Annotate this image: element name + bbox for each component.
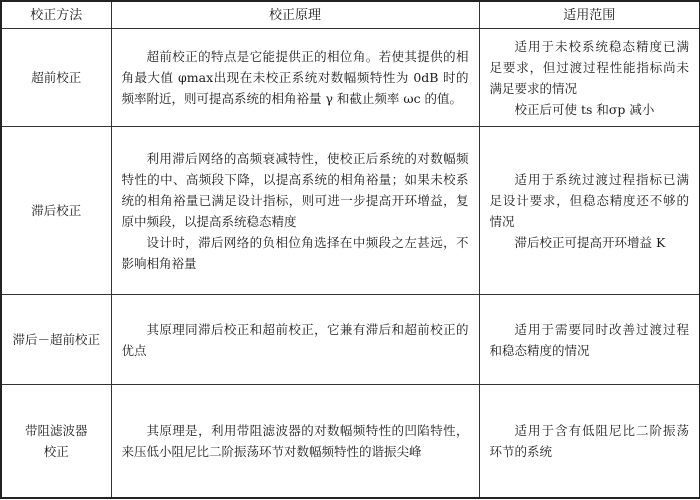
scope-text: 适用于未校系统稳态精度已满足要求，但过渡过程性能指标尚未满足要求的情况: [489, 38, 689, 96]
scope-text: 校正后可使 ts 和σp 减小: [514, 101, 655, 117]
scope-cell: [479, 29, 700, 127]
principle-cell: [111, 29, 479, 127]
principle-text: 其原理是，利用带阻滤波器的对数幅频特性的凹陷特性，来压低小阻尼比二阶振荡环节对数幅频特性的谐振尖峰: [121, 423, 469, 459]
scope-text: 适用于含有低阻尼比二阶振荡环节的系统: [489, 423, 689, 459]
scope-text: 适用于系统过渡过程指标已满足设计要求，但稳态精度还不够的情况: [489, 171, 689, 229]
table-row: [1, 127, 700, 295]
principle-cell: [111, 295, 479, 385]
principle-cell: [111, 127, 479, 295]
method-cell: 超前校正: [1, 29, 111, 127]
scope-cell: [479, 295, 700, 385]
scope-text: 滞后校正可提高开环增益 K: [514, 234, 666, 250]
method-cell: [1, 385, 111, 499]
method-cell: 滞后－超前校正: [1, 295, 111, 385]
header-principle: 校正原理: [111, 1, 479, 29]
method-line: 带阻滤波器: [24, 423, 88, 438]
table-row: [1, 295, 700, 385]
principle-cell: [111, 385, 479, 499]
principle-text: 利用滞后网络的高频衰减特性，使校正后系统的对数幅频特性的中、高频段下降，以提高系统的相角裕量；如果未校系统的相角裕量已满足设计指标，则可进一步提高开环增益，复原中频段，以提高系统稳态精度: [121, 150, 469, 229]
scope-text: 适用于需要同时改善过渡过程和稳态精度的情况: [489, 321, 689, 358]
header-method: 校正方法: [1, 1, 111, 29]
table-row: [1, 385, 700, 499]
method-cell: 滞后校正: [1, 127, 111, 295]
principle-text: 其原理同滞后校正和超前校正，它兼有滞后和超前校正的优点: [121, 321, 469, 358]
method-line: 校正: [43, 444, 69, 459]
scope-cell: [479, 385, 700, 499]
scope-cell: [479, 127, 700, 295]
principle-text: 超前校正的特点是它能提供正的相位角。若使其提供的相角最大值 φmax出现在未校正系统对数幅频特性为 0dB 时的频率附近，则可提高系统的相角裕量 γ 和截止频率 ωc 的值。: [121, 49, 469, 106]
header-row: [1, 1, 700, 29]
header-scope: 适用范围: [479, 1, 700, 29]
principle-text: 设计时，滞后网络的负相位角选择在中频段之左甚远，不影响相角裕量: [121, 234, 469, 271]
table-row: [1, 29, 700, 127]
